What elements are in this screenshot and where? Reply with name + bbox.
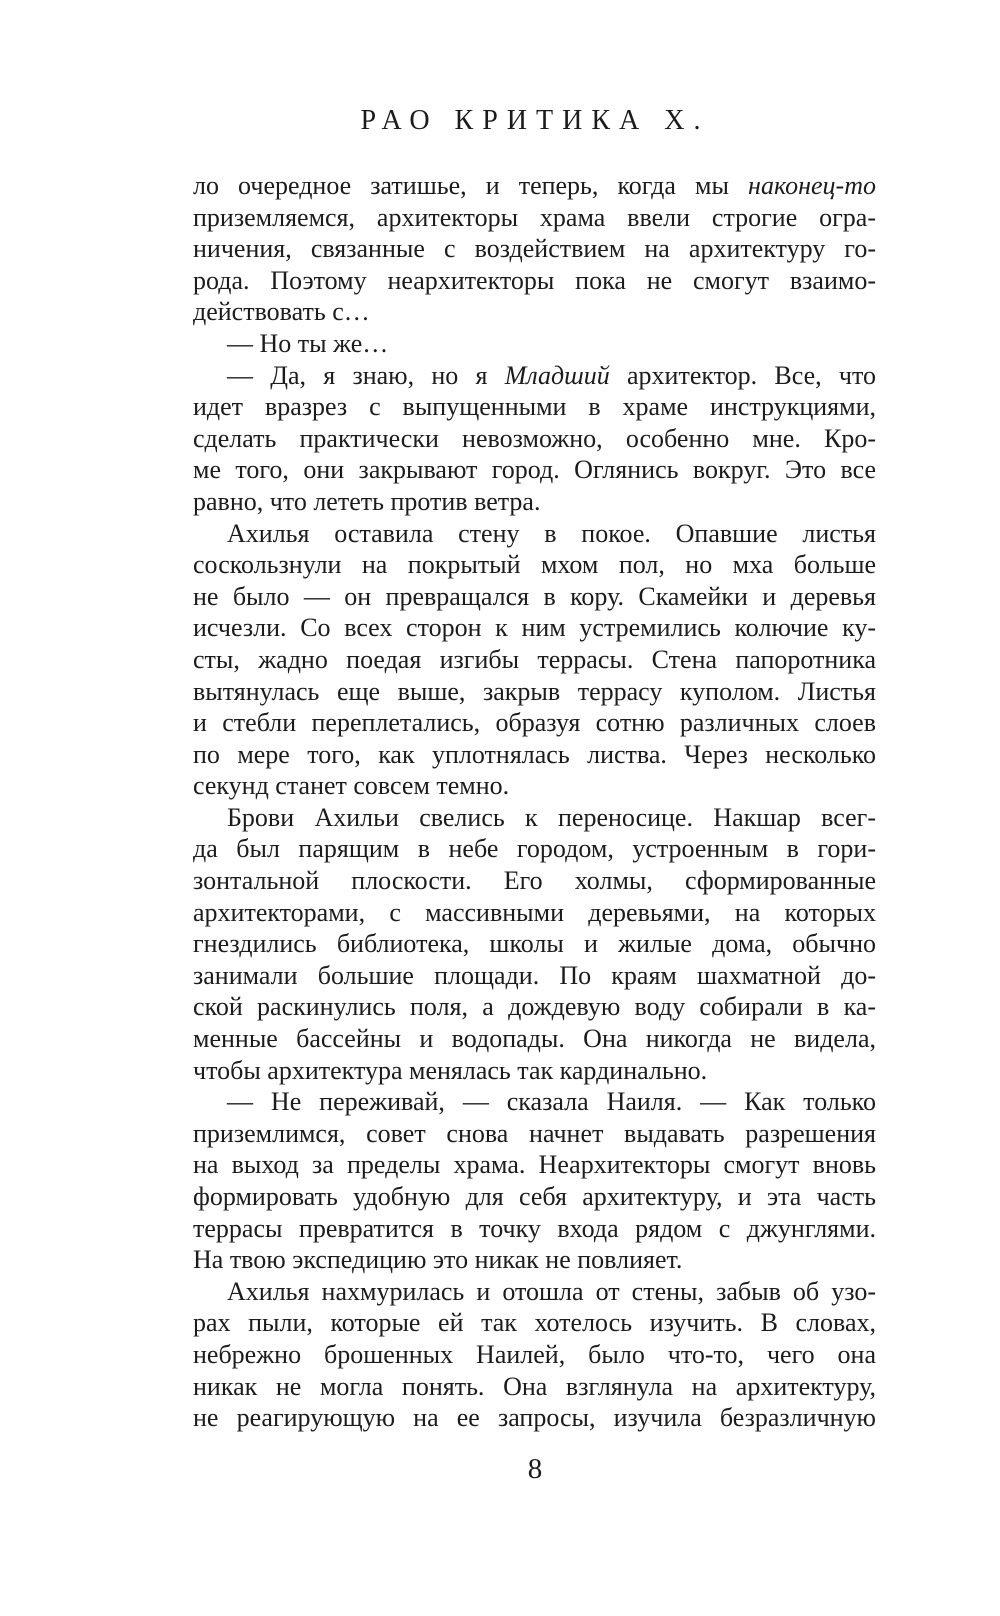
text-line: на выход за пределы храма. Неархитекторы смогут вновь	[193, 1150, 876, 1180]
text-line: сделать практически невозможно, особенно мне. Кро-	[193, 423, 876, 453]
text-line: исчезли. Со всех сторон к ним устремились колючие ку-	[193, 613, 876, 643]
text-line: террасы превратится в точку входа рядом с джунглями.	[193, 1213, 876, 1243]
text-line: ничения, связанные с воздействием на архитектуру го-	[193, 234, 876, 264]
text-line: занимали большие площади. По краям шахматной до-	[193, 960, 876, 990]
text-line: Ахилья нахмурилась и отошла от стены, забыв об узо-	[227, 1276, 876, 1306]
body-text	[193, 170, 876, 1434]
text-line: небрежно брошенных Наилей, было что-то, чего она	[193, 1339, 876, 1369]
text-line: не было — он превращался в кору. Скамейки и деревья	[193, 581, 876, 611]
text-line: приземлимся, совет снова начнет выдавать разрешения	[193, 1118, 876, 1148]
text-line: чтобы архитектура менялась так кардинально.	[193, 1055, 708, 1085]
text-line: Ахилья оставила стену в покое. Опавшие листья	[227, 518, 876, 548]
text-line: секунд станет совсем темно.	[193, 771, 510, 801]
text-line: никак не могла понять. Она взглянула на архитектуру,	[193, 1371, 876, 1401]
running-title: РАО КРИТИКА Х.	[360, 105, 710, 136]
text-line: ской раскинулись поля, а дождевую воду собирали в ка-	[193, 992, 876, 1022]
text-line: по мере того, как уплотнялась листва. Через несколько	[193, 739, 876, 769]
text-line: соскользнули на покрытый мхом пол, но мха больше	[193, 550, 876, 580]
text-line: сты, жадно поедая изгибы террасы. Стена папоротника	[193, 644, 876, 674]
text-line: менные бассейны и водопады. Она никогда не видела,	[193, 1024, 876, 1054]
text-line: ло очередное затишье, и теперь, когда мы наконец-то	[193, 171, 876, 200]
text-line: приземляемся, архитекторы храма ввели строгие огра-	[193, 202, 876, 232]
text-line: действовать с…	[193, 297, 370, 327]
text-line: формировать удобную для себя архитектуру, и эта часть	[193, 1182, 876, 1211]
text-line: — Но ты же…	[227, 328, 389, 358]
text-line: рах пыли, которые ей так хотелось изучить. В словах,	[193, 1308, 876, 1338]
text-line: ме того, они закрывают город. Оглянись вокруг. Это все	[193, 455, 876, 485]
text-line: да был парящим в небе городом, устроенным в гори-	[193, 834, 876, 864]
text-line: рода. Поэтому неархитекторы пока не смогут взаимо-	[193, 265, 876, 295]
text-line: идет вразрез с выпущенными в храме инструкциями,	[193, 392, 876, 422]
text-line: гнездились библиотека, школы и жилые дома, обычно	[193, 929, 876, 959]
text-line: На твою экспедицию это никак не повлияет.	[193, 1245, 683, 1275]
text-line: не реагирующую на ее запросы, изучила безразличную	[193, 1403, 876, 1433]
text-line: вытянулась еще выше, закрыв террасу куполом. Листья	[193, 676, 876, 706]
text-line: зонтальной плоскости. Его холмы, сформированные	[193, 866, 876, 896]
text-line: — Да, я знаю, но я Младший архитектор. Все, что	[227, 360, 876, 390]
text-line: — Не переживай, — сказала Наиля. — Как только	[227, 1087, 876, 1117]
text-line: Брови Ахильи свелись к переносице. Накшар всег-	[227, 802, 876, 832]
page-number: 8	[527, 1453, 543, 1485]
text-line: архитекторами, с массивными деревьями, на которых	[193, 897, 876, 927]
text-line: и стебли переплетались, образуя сотню различных слоев	[193, 708, 876, 738]
text-line: равно, что лететь против ветра.	[193, 486, 541, 516]
